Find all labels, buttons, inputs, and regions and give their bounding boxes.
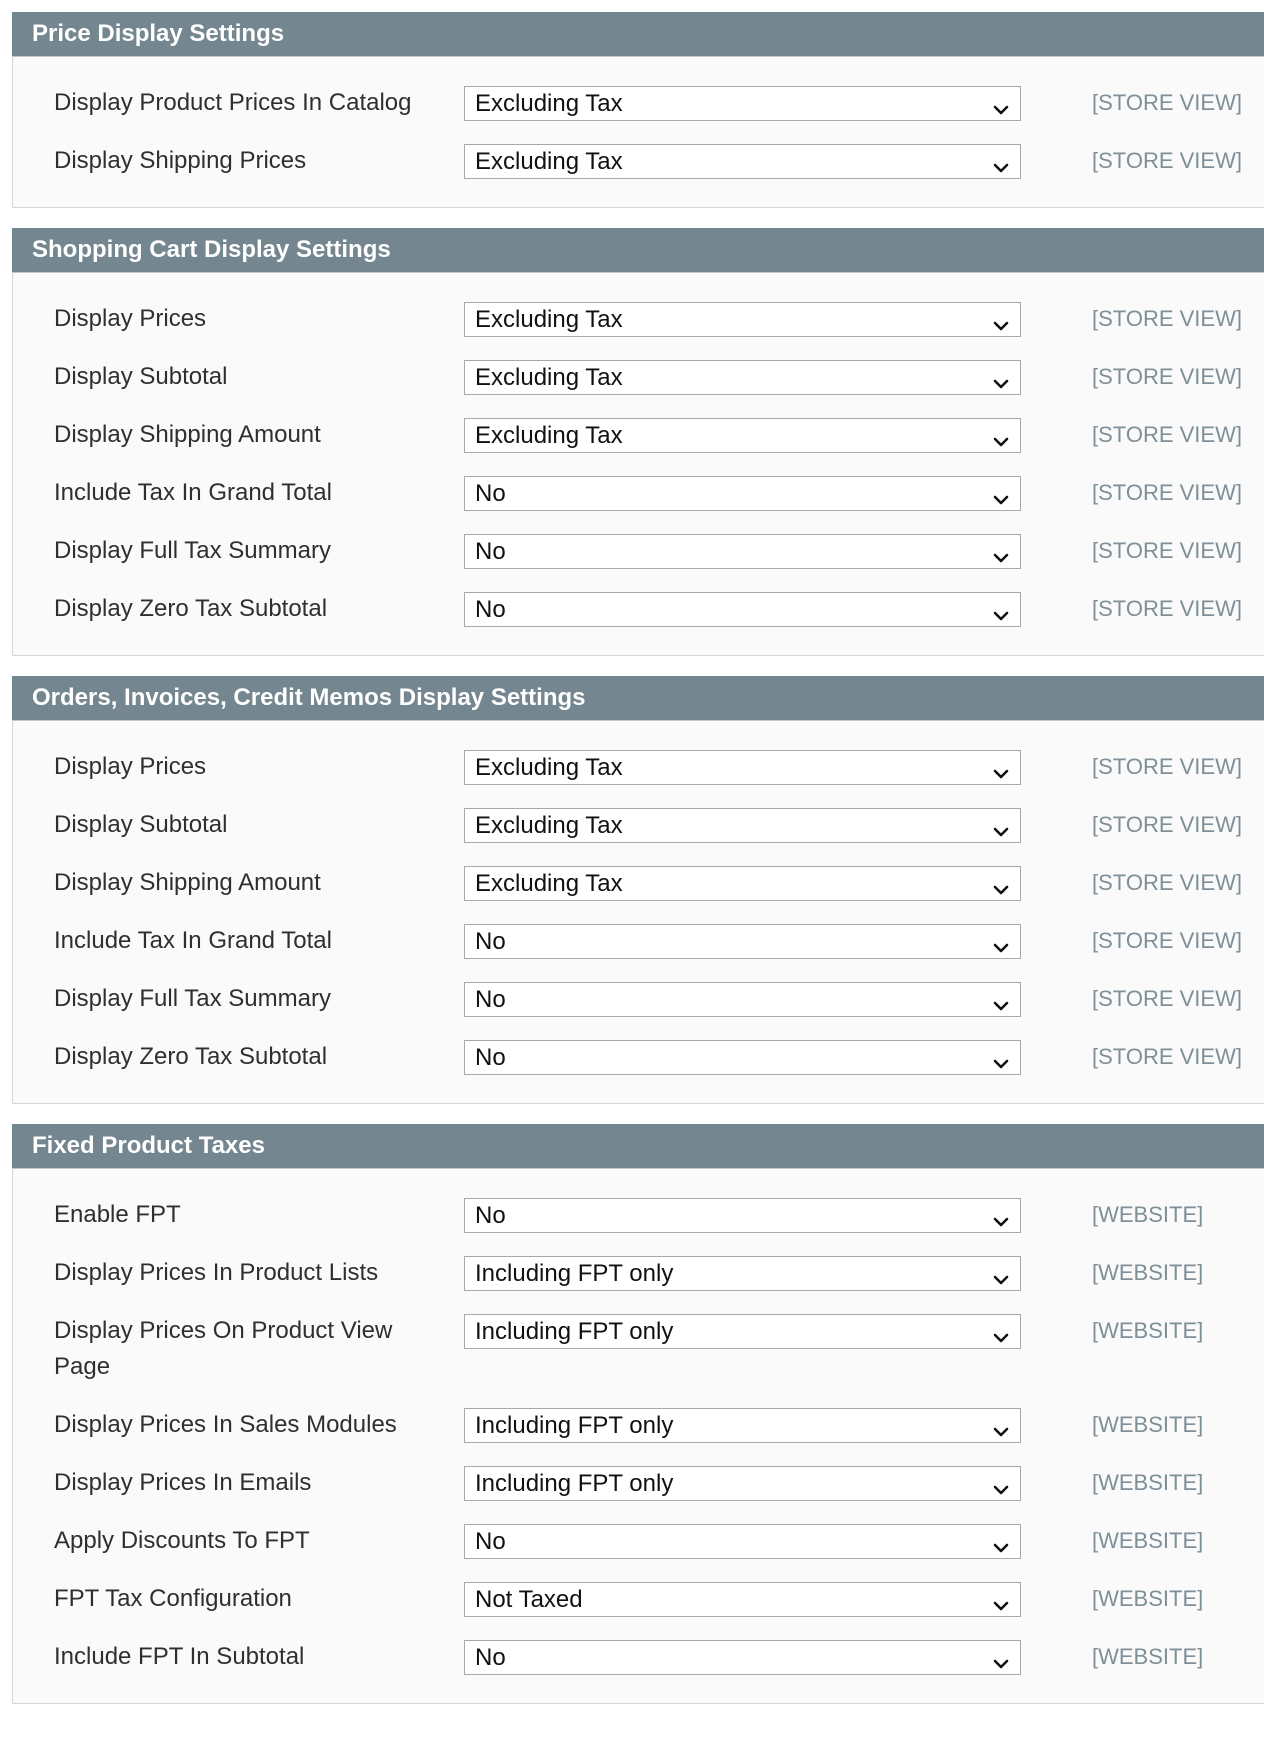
scope-label: [STORE VIEW] [1092,870,1242,895]
chevron-down-icon [992,427,1010,445]
config-label: FPT Tax Configuration [54,1585,292,1612]
chevron-down-icon [992,485,1010,503]
config-row [13,350,1264,408]
scope-label: [STORE VIEW] [1092,928,1242,953]
chevron-down-icon [992,311,1010,329]
chevron-down-icon [992,991,1010,1009]
scope-label: [STORE VIEW] [1092,1044,1242,1069]
config-label: Display Prices [54,305,207,332]
scope-label: [STORE VIEW] [1092,596,1242,621]
select-value: No [475,538,506,565]
select-value: Excluding Tax [475,754,623,781]
config-label: Display Subtotal [54,363,228,390]
config-label: Display Prices [54,753,207,780]
config-row [13,914,1264,972]
config-label: Apply Discounts To FPT [54,1527,310,1554]
config-label: Include FPT In Subtotal [54,1643,305,1670]
config-row [13,292,1264,350]
select-value: Including FPT only [475,1260,674,1287]
scope-label: [STORE VIEW] [1092,364,1242,389]
chevron-down-icon [992,817,1010,835]
config-row [13,582,1264,640]
config-select[interactable] [464,1466,1021,1501]
select-value: Excluding Tax [475,812,623,839]
chevron-down-icon [992,875,1010,893]
scope-label: [WEBSITE] [1092,1470,1204,1495]
scope-label: [WEBSITE] [1092,1260,1204,1285]
settings-section [12,1124,1264,1704]
section-header[interactable]: Price Display Settings [12,12,1264,57]
config-row [13,1572,1264,1630]
chevron-down-icon [992,1323,1010,1341]
settings-section [12,12,1264,208]
select-value: No [475,480,506,507]
config-select[interactable] [464,1524,1021,1559]
select-value: Excluding Tax [475,306,623,333]
config-label: Display Prices In Emails [54,1469,312,1496]
config-row [13,1630,1264,1688]
chevron-down-icon [992,759,1010,777]
select-value: Including FPT only [475,1470,674,1497]
config-select[interactable] [464,1040,1021,1075]
select-value: No [475,1644,506,1671]
chevron-down-icon [992,1265,1010,1283]
scope-label: [STORE VIEW] [1092,986,1242,1011]
chevron-down-icon [992,95,1010,113]
chevron-down-icon [992,1591,1010,1609]
config-select[interactable] [464,982,1021,1017]
config-row [13,1514,1264,1572]
section-header[interactable]: Fixed Product Taxes [12,1124,1264,1169]
chevron-down-icon [992,1049,1010,1067]
section-body [12,57,1264,208]
config-row [13,1304,1264,1398]
config-label: Display Shipping Amount [54,421,321,448]
section-body [12,273,1264,656]
scope-label: [STORE VIEW] [1092,90,1242,115]
chevron-down-icon [992,1533,1010,1551]
config-select[interactable] [464,144,1021,179]
config-select[interactable] [464,1640,1021,1675]
chevron-down-icon [992,1417,1010,1435]
config-label: Include Tax In Grand Total [54,927,332,954]
config-label: Display Prices On Product View Page [54,1317,393,1380]
select-value: Excluding Tax [475,364,623,391]
select-value: Including FPT only [475,1318,674,1345]
select-value: No [475,986,506,1013]
scope-label: [STORE VIEW] [1092,754,1242,779]
chevron-down-icon [992,601,1010,619]
settings-section [12,676,1264,1104]
scope-label: [WEBSITE] [1092,1318,1204,1343]
config-select[interactable] [464,1408,1021,1443]
config-row [13,1246,1264,1304]
scope-label: [WEBSITE] [1092,1528,1204,1553]
config-select[interactable] [464,534,1021,569]
config-row [13,466,1264,524]
chevron-down-icon [992,1475,1010,1493]
section-header[interactable]: Orders, Invoices, Credit Memos Display Settings [12,676,1264,721]
config-select[interactable] [464,924,1021,959]
chevron-down-icon [992,1649,1010,1667]
section-header[interactable]: Shopping Cart Display Settings [12,228,1264,273]
config-label: Display Prices In Sales Modules [54,1411,397,1438]
config-row [13,408,1264,466]
section-body [12,1169,1264,1704]
config-row [13,740,1264,798]
section-body [12,721,1264,1104]
chevron-down-icon [992,1207,1010,1225]
config-label: Display Full Tax Summary [54,537,331,564]
config-label: Display Subtotal [54,811,228,838]
config-select[interactable] [464,1314,1021,1349]
select-value: No [475,928,506,955]
config-select[interactable] [464,866,1021,901]
select-value: No [475,1528,506,1555]
select-value: No [475,1044,506,1071]
config-row [13,524,1264,582]
config-select[interactable] [464,360,1021,395]
config-label: Enable FPT [54,1201,181,1228]
config-label: Include Tax In Grand Total [54,479,332,506]
config-select[interactable] [464,808,1021,843]
config-label: Display Zero Tax Subtotal [54,1043,328,1070]
tax-display-config-form [12,12,1264,1724]
select-value: Not Taxed [475,1586,583,1613]
config-select[interactable] [464,418,1021,453]
chevron-down-icon [992,933,1010,951]
select-value: Excluding Tax [475,422,623,449]
scope-label: [WEBSITE] [1092,1202,1204,1227]
scope-label: [WEBSITE] [1092,1586,1204,1611]
config-select[interactable] [464,302,1021,337]
config-label: Display Shipping Prices [54,147,307,174]
select-value: No [475,1202,506,1229]
chevron-down-icon [992,369,1010,387]
config-row [13,1398,1264,1456]
config-label: Display Zero Tax Subtotal [54,595,328,622]
select-value: Excluding Tax [475,148,623,175]
config-row [13,856,1264,914]
config-select[interactable] [464,86,1021,121]
config-select[interactable] [464,1582,1021,1617]
chevron-down-icon [992,153,1010,171]
config-row [13,134,1264,192]
select-value: Excluding Tax [475,870,623,897]
select-value: Including FPT only [475,1412,674,1439]
config-row [13,798,1264,856]
config-label: Display Full Tax Summary [54,985,331,1012]
select-value: Excluding Tax [475,90,623,117]
config-label: Display Prices In Product Lists [54,1259,379,1286]
scope-label: [STORE VIEW] [1092,812,1242,837]
config-row [13,1030,1264,1088]
config-label: Display Shipping Amount [54,869,321,896]
config-select[interactable] [464,750,1021,785]
select-value: No [475,596,506,623]
config-select[interactable] [464,1256,1021,1291]
scope-label: [WEBSITE] [1092,1644,1204,1669]
config-select[interactable] [464,1198,1021,1233]
config-row [13,76,1264,134]
config-label: Display Product Prices In Catalog [54,89,412,116]
scope-label: [STORE VIEW] [1092,538,1242,563]
scope-label: [STORE VIEW] [1092,422,1242,447]
chevron-down-icon [992,543,1010,561]
config-select[interactable] [464,476,1021,511]
config-row [13,1456,1264,1514]
scope-label: [STORE VIEW] [1092,148,1242,173]
config-row [13,1188,1264,1246]
scope-label: [STORE VIEW] [1092,306,1242,331]
config-select[interactable] [464,592,1021,627]
scope-label: [STORE VIEW] [1092,480,1242,505]
settings-section [12,228,1264,656]
scope-label: [WEBSITE] [1092,1412,1204,1437]
config-row [13,972,1264,1030]
